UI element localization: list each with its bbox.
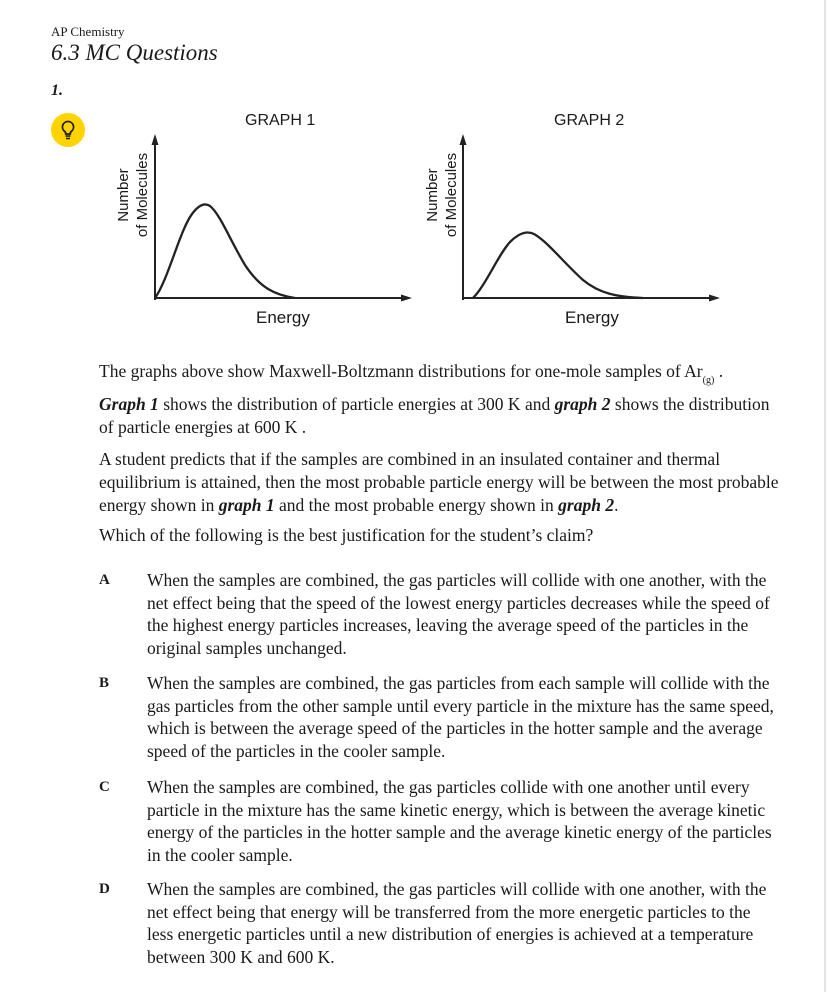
answer-option-a[interactable] [99, 569, 789, 659]
prediction-text-a: A student predicts that if the samples are combined in an insulated container and thermal equilibrium is attained, then the most probable particle energy will be between the most probable energy shown in [99, 449, 779, 515]
answer-option-b[interactable] [99, 672, 789, 762]
option-letter: C [99, 779, 110, 795]
graph-2-y-label-line2: of Molecules [443, 152, 460, 238]
graph-1-y-arrow [152, 134, 159, 145]
answer-option-c[interactable] [99, 776, 789, 866]
prediction-graph-1-ref: graph 1 [218, 495, 275, 515]
graph-1-title: GRAPH 1 [245, 112, 316, 129]
graph-1-x-arrow [401, 295, 412, 302]
option-letter: A [99, 572, 110, 588]
option-letter: B [99, 675, 110, 691]
prediction-text-b: and the most probable energy shown in [274, 495, 559, 515]
graph-1-x-axis-label: Energy [256, 308, 310, 327]
graph-2-y-arrow [460, 134, 467, 145]
graphs-description-text: shows the distribution of particle energies at 300 K and [158, 394, 555, 414]
graphs-description [99, 393, 779, 439]
prediction-text-c: . [614, 495, 619, 515]
option-text: When the samples are combined, the gas particles collide with one another until every particle in the mixture has the same kinetic energy, which is between the average kinetic energy of the particles in the hotter sample and the average kinetic energy of the particles in the cooler sample. [147, 777, 772, 865]
lightbulb-icon [60, 120, 76, 140]
option-text: When the samples are combined, the gas particles will collide with one another, with the net effect being that the speed of the lowest energy particles decreases while the speed of the highest energy particles increases, leaving the average speed of the particles in the original samples unchanged. [147, 570, 770, 658]
page-title: 6.3 MC Questions [51, 40, 218, 65]
graph-1-ref: Graph 1 [99, 394, 159, 414]
graph-2-plot [448, 130, 728, 310]
graph-2-x-axis-label: Energy [565, 308, 619, 327]
graph-1-plot [140, 130, 420, 310]
graph-2-y-label-line1: Number [424, 168, 441, 222]
graph-2-x-arrow [709, 295, 720, 302]
graph-2-distribution-curve [473, 232, 643, 298]
intro-text: The graphs above show Maxwell-Boltzmann distributions for one-mole samples of Ar [99, 361, 703, 381]
option-letter: D [99, 881, 110, 897]
intro-period: . [714, 361, 724, 381]
option-text: When the samples are combined, the gas particles will collide with one another, with the net effect being that energy will be transferred from the more energetic particles to the less energetic particles until a new distribution of energies is achieved at a temperature between 300 K and 600 K. [147, 879, 767, 967]
graph-1-y-label-line1: Number [115, 168, 132, 222]
question-prompt: Which of the following is the best justification for the student’s claim? [99, 525, 594, 545]
graph-2-ref: graph 2 [554, 394, 611, 414]
graph-1-y-label-line2: of Molecules [134, 152, 151, 238]
student-prediction [99, 448, 779, 517]
course-name: AP Chemistry [51, 24, 125, 39]
graph-2-title: GRAPH 2 [554, 112, 625, 129]
answer-option-d[interactable] [99, 878, 789, 968]
question-number: 1. [51, 82, 63, 99]
prediction-graph-2-ref: graph 2 [558, 495, 615, 515]
gas-subscript: (g) [702, 375, 715, 386]
graphs-description-end: shows the distribution of particle energies at 600 K . [99, 394, 770, 437]
graph-1-distribution-curve [155, 204, 295, 298]
hint-button[interactable] [51, 113, 85, 147]
intro-paragraph [99, 360, 779, 392]
option-text: When the samples are combined, the gas particles from each sample will collide with the gas particles from the other sample until every particle in the mixture has the same speed, which is between the average speed of the particles in the hotter sample and the average speed of the particles in the cooler sample. [147, 673, 774, 761]
